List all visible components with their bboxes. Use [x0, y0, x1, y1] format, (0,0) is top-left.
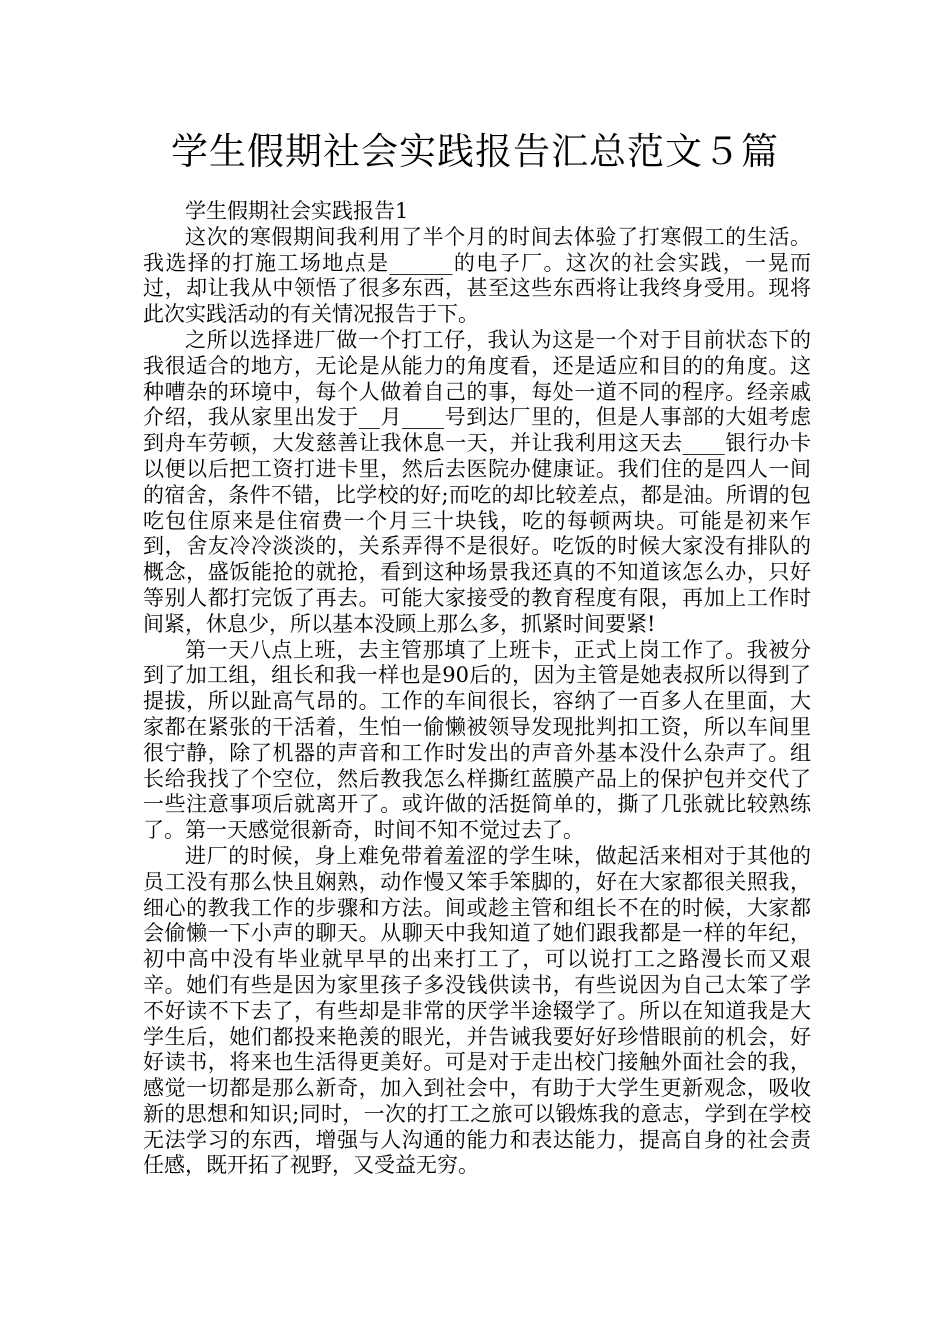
section-heading: 学生假期社会实践报告1 — [185, 199, 409, 223]
paragraph: 第一天八点上班，去主管那填了上班卡，正式上岗工作了。我被分到了加工组，组长和我一样也是90后的，因为主管是她表叔所以得到了提拔，所以趾高气昂的。工作的车间很长，容纳了一百多人在里面，大家都在紧张的干活着，生怕一偷懒被领导发现批判扣工资，所以车间里很宁静，除了机器的声音和工作时发出的声音外基本没什么杂声了。组长给我找了个空位，然后教我怎么样撕红蓝膜产品上的保护包并交代了一些注意事项后就离开了。或许做的活挺简单的，撕了几张就比较熟练了。第一天感觉很新奇，时间不知不觉过去了。 — [143, 637, 811, 843]
document-body — [143, 199, 811, 1179]
paragraph: 进厂的时候，身上难免带着羞涩的学生味，做起活来相对于其他的员工没有那么快且娴熟，动作慢又笨手笨脚的，好在大家都很关照我，细心的教我工作的步骤和方法。间或趁主管和组长不在的时候，大家都会偷懒一下小声的聊天。从聊天中我知道了她们跟我都是一样的年纪，初中高中没有毕业就早早的出来打工了，可以说打工之路漫长而又艰辛。她们有些是因为家里孩子多没钱供读书，有些说因为自己太笨了学不好读不下去了，有些却是非常的厌学半途辍学了。所以在知道我是大学生后，她们都投来艳羡的眼光，并告诫我要好好珍惜眼前的机会，好好读书，将来也生活得更美好。可是对于走出校门接触外面社会的我，感觉一切都是那么新奇，加入到社会中，有助于大学生更新观念，吸收新的思想和知识;同时，一次的打工之旅可以锻炼我的意志，学到在学校无法学习的东西，增强与人沟通的能力和表达能力，提高自身的社会责任感，既开拓了视野，又受益无穷。 — [143, 843, 811, 1178]
paragraph: 这次的寒假期间我利用了半个月的时间去体验了打寒假工的生活。我选择的打施工场地点是______的电子厂。这次的社会实践，一晃而过，却让我从中领悟了很多东西，甚至这些东西将让我终身受用。现将此次实践活动的有关情况报告于下。 — [143, 224, 811, 327]
paragraph: 之所以选择进厂做一个打工仔，我认为这是一个对于目前状态下的我很适合的地方，无论是从能力的角度看，还是适应和目的的角度。这种嘈杂的环境中，每个人做着自己的事，每处一道不同的程序。经亲戚介绍，我从家里出发于__月____号到达厂里的，但是人事部的大姐考虑到舟车劳顿，大发慈善让我休息一天，并让我利用这天去____银行办卡以便以后把工资打进卡里，然后去医院办健康证。我们住的是四人一间的宿舍，条件不错，比学校的好;而吃的却比较差点，都是油。所谓的包吃包住原来是住宿费一个月三十块钱，吃的每顿两块。可能是初来乍到，舍友冷冷淡淡的，关系弄得不是很好。吃饭的时候大家没有排队的概念，盛饭能抢的就抢，看到这种场景我还真的不知道该怎么办，只好等别人都打完饭了再去。可能大家接受的教育程度有限，再加上工作时间紧，休息少，所以基本没顾上那么多，抓紧时间要紧! — [143, 327, 811, 636]
document-title: 学生假期社会实践报告汇总范文５篇 — [171, 130, 779, 173]
